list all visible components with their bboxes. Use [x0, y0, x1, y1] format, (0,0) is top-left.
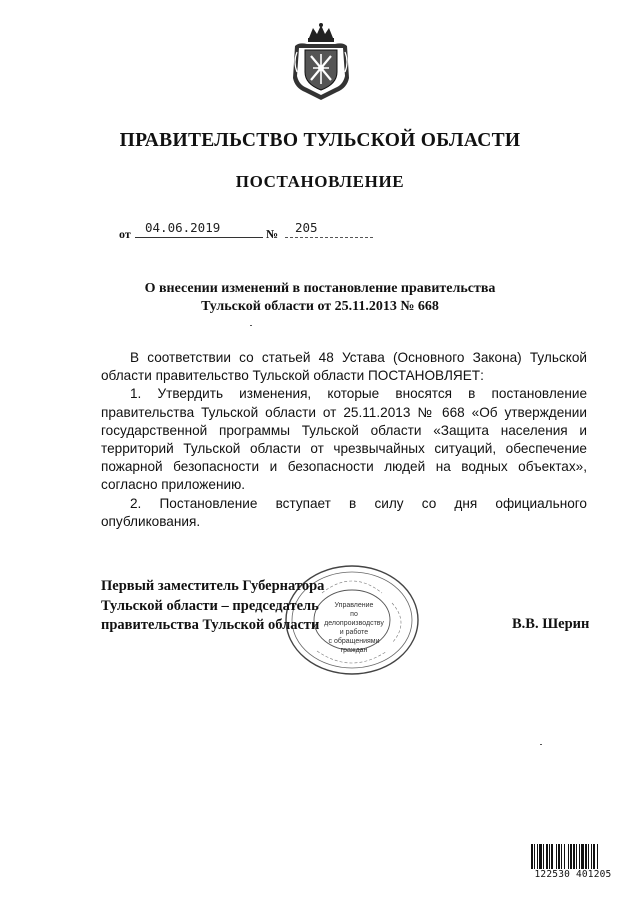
number-underline	[285, 237, 373, 238]
barcode-number: 122530 401205	[530, 869, 616, 880]
scan-speck	[540, 744, 542, 745]
organization-name: ПРАВИТЕЛЬСТВО ТУЛЬСКОЙ ОБЛАСТИ	[119, 130, 521, 151]
signer-title-line-3: правительства Тульской области	[101, 617, 320, 633]
date-underline	[135, 237, 263, 238]
barcode-bar	[597, 844, 598, 870]
date-label: от	[119, 227, 131, 241]
body-paragraph: В соответствии со статьей 48 Устава (Основного Закона) Тульской области правительство Тульской области ПОСТАНОВЛЯЕТ:	[101, 350, 587, 384]
document-number: 205	[295, 220, 318, 235]
barcode-bar	[534, 844, 535, 870]
barcode-bar	[558, 844, 560, 870]
signer-title	[101, 577, 361, 636]
barcode-bar	[549, 844, 550, 870]
barcode-bar	[593, 844, 595, 870]
document-body	[101, 349, 587, 531]
document-type: ПОСТАНОВЛЕНИЕ	[235, 172, 405, 191]
barcode-bar	[588, 844, 589, 870]
coat-of-arms-emblem	[289, 22, 353, 102]
barcode-bar	[585, 844, 587, 870]
barcode-bar	[556, 844, 557, 870]
barcode-bar	[581, 844, 584, 870]
document-meta	[119, 220, 389, 242]
signer-title-line-2: Тульской области – председатель	[101, 597, 319, 614]
barcode-bar	[591, 844, 592, 870]
barcode-bar	[539, 844, 542, 870]
stamp-line: граждан	[340, 647, 368, 654]
signer-name: В.В. Шерин	[512, 616, 590, 632]
barcode-bar	[546, 844, 548, 870]
scan-speck	[250, 325, 252, 326]
barcode-bar	[579, 844, 580, 870]
subject-line-2: Тульской области от 25.11.2013 № 668	[201, 299, 439, 314]
stamp-line: с обращениями	[328, 638, 380, 645]
stamp-line: по делопроизводству	[324, 611, 384, 627]
barcode-bar	[537, 844, 538, 870]
barcode-bar	[564, 844, 565, 870]
stamp-line: и работе	[339, 629, 369, 636]
stamp-line: Управление	[334, 602, 374, 609]
number-label: №	[266, 227, 279, 241]
signer-title-line-1: Первый заместитель Губернатора	[101, 578, 325, 594]
document-subject	[0, 280, 640, 316]
barcode-bar	[561, 844, 562, 870]
body-paragraph: 2. Постановление вступает в силу со дня официального опубликования.	[101, 495, 587, 529]
barcode-bar	[576, 844, 577, 870]
document-date: 04.06.2019	[145, 220, 221, 235]
barcode-bar	[570, 844, 572, 870]
barcode-bar	[543, 844, 544, 870]
subject-line-1: О внесении изменений в постановление правительства	[144, 281, 496, 296]
barcode-bar	[551, 844, 553, 870]
barcode-bar	[531, 844, 533, 870]
body-paragraph: 1. Утвердить изменения, которые вносятся в постановление правительства Тульской области от 25.11.2013 № 668 «Об утверждении государственной программы Тульской области «Защита населения и территорий Тульской области от чрезвычайных ситуаций, обеспечение пожарной безопасности и безопасности людей на водных объектах», согласно приложению.	[101, 386, 587, 493]
barcode-bar	[568, 844, 569, 870]
barcode-bar	[573, 844, 575, 870]
